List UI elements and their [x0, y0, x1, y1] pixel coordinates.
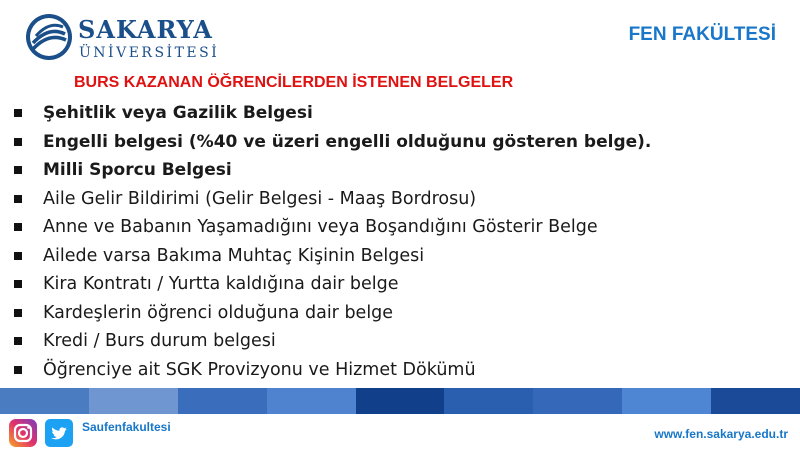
list-item	[14, 99, 651, 128]
band-segment	[0, 388, 89, 414]
social-handle[interactable]: Saufenfakultesi	[82, 420, 171, 434]
square-bullet-icon	[14, 138, 22, 146]
square-bullet-icon	[14, 280, 22, 288]
page-title: BURS KAZANAN ÖĞRENCİLERDEN İSTENEN BELGELER	[74, 74, 514, 91]
band-segment	[356, 388, 445, 414]
list-item	[14, 128, 651, 157]
document-list	[14, 99, 651, 384]
square-bullet-icon	[14, 252, 22, 260]
band-segment	[89, 388, 178, 414]
list-item-label: Anne ve Babanın Yaşamadığını veya Boşandığını Gösterir Belge	[43, 217, 598, 237]
band-segment	[444, 388, 533, 414]
list-item-label: Şehitlik veya Gazilik Belgesi	[43, 103, 313, 123]
list-item-label: Milli Sporcu Belgesi	[43, 160, 232, 180]
square-bullet-icon	[14, 309, 22, 317]
square-bullet-icon	[14, 166, 22, 174]
list-item	[14, 156, 651, 185]
list-item	[14, 356, 651, 385]
square-bullet-icon	[14, 366, 22, 374]
list-item-label: Aile Gelir Bildirimi (Gelir Belgesi - Maaş Bordrosu)	[43, 188, 477, 209]
website-link[interactable]: www.fen.sakarya.edu.tr	[654, 427, 788, 441]
list-item	[14, 242, 651, 271]
list-item	[14, 327, 651, 356]
list-item-label: Engelli belgesi (%40 ve üzeri engelli olduğunu gösteren belge).	[43, 131, 652, 152]
band-segment	[622, 388, 711, 414]
sakarya-emblem-icon	[24, 12, 74, 62]
instagram-icon[interactable]	[8, 418, 38, 448]
faculty-title: FEN FAKÜLTESİ	[628, 24, 776, 45]
square-bullet-icon	[14, 195, 22, 203]
list-item-label: Ailede varsa Bakıma Muhtaç Kişinin Belgesi	[43, 245, 425, 266]
square-bullet-icon	[14, 337, 22, 345]
square-bullet-icon	[14, 109, 22, 117]
color-band	[0, 388, 800, 414]
university-logo	[24, 12, 220, 64]
band-segment	[178, 388, 267, 414]
logo-name: SAKARYA	[78, 15, 213, 44]
band-segment	[533, 388, 622, 414]
band-segment	[267, 388, 356, 414]
square-bullet-icon	[14, 223, 22, 231]
list-item-label: Kredi / Burs durum belgesi	[43, 331, 276, 351]
logo-subtitle: ÜNİVERSİTESİ	[79, 45, 220, 61]
list-item-label: Öğrenciye ait SGK Provizyonu ve Hizmet Dökümü	[43, 359, 476, 380]
list-item	[14, 299, 651, 328]
list-item-label: Kira Kontratı / Yurtta kaldığına dair belge	[43, 274, 399, 294]
twitter-icon[interactable]	[44, 418, 74, 448]
list-item-label: Kardeşlerin öğrenci olduğuna dair belge	[43, 302, 394, 323]
band-segment	[711, 388, 800, 414]
social-icons	[8, 418, 74, 448]
list-item	[14, 270, 651, 299]
list-item	[14, 185, 651, 214]
list-item	[14, 213, 651, 242]
